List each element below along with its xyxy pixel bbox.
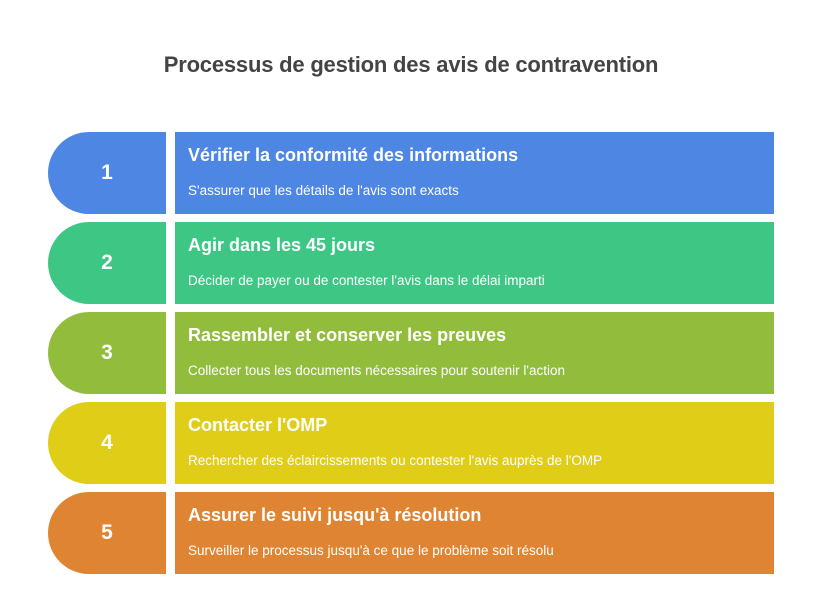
step-description: S'assurer que les détails de l'avis sont exacts — [188, 183, 459, 198]
step-title: Assurer le suivi jusqu'à résolution — [188, 505, 482, 525]
step-title: Vérifier la conformité des informations — [188, 145, 519, 165]
process-steps — [48, 132, 774, 582]
step-card — [175, 492, 774, 574]
process-step-4 — [48, 402, 774, 484]
process-step-3 — [48, 312, 774, 394]
process-step-5 — [48, 492, 774, 574]
step-title: Rassembler et conserver les preuves — [188, 325, 507, 345]
step-card — [175, 312, 774, 394]
process-step-1 — [48, 132, 774, 214]
step-description: Décider de payer ou de contester l'avis dans le délai imparti — [188, 273, 545, 288]
step-number-badge: 3 — [48, 312, 166, 394]
step-card — [175, 222, 774, 304]
process-step-2 — [48, 222, 774, 304]
step-title: Agir dans les 45 jours — [188, 235, 376, 255]
step-number-badge: 2 — [48, 222, 166, 304]
step-card — [175, 402, 774, 484]
step-description: Collecter tous les documents nécessaires pour soutenir l'action — [188, 363, 566, 378]
step-number-badge: 4 — [48, 402, 166, 484]
step-description: Surveiller le processus jusqu'à ce que le problème soit résolu — [188, 543, 554, 558]
step-number-badge: 1 — [48, 132, 166, 214]
step-title: Contacter l'OMP — [188, 415, 328, 435]
step-description: Rechercher des éclaircissements ou contester l'avis auprès de l'OMP — [188, 453, 603, 468]
step-card — [175, 132, 774, 214]
diagram-title: Processus de gestion des avis de contravention — [163, 52, 659, 77]
step-number-badge: 5 — [48, 492, 166, 574]
